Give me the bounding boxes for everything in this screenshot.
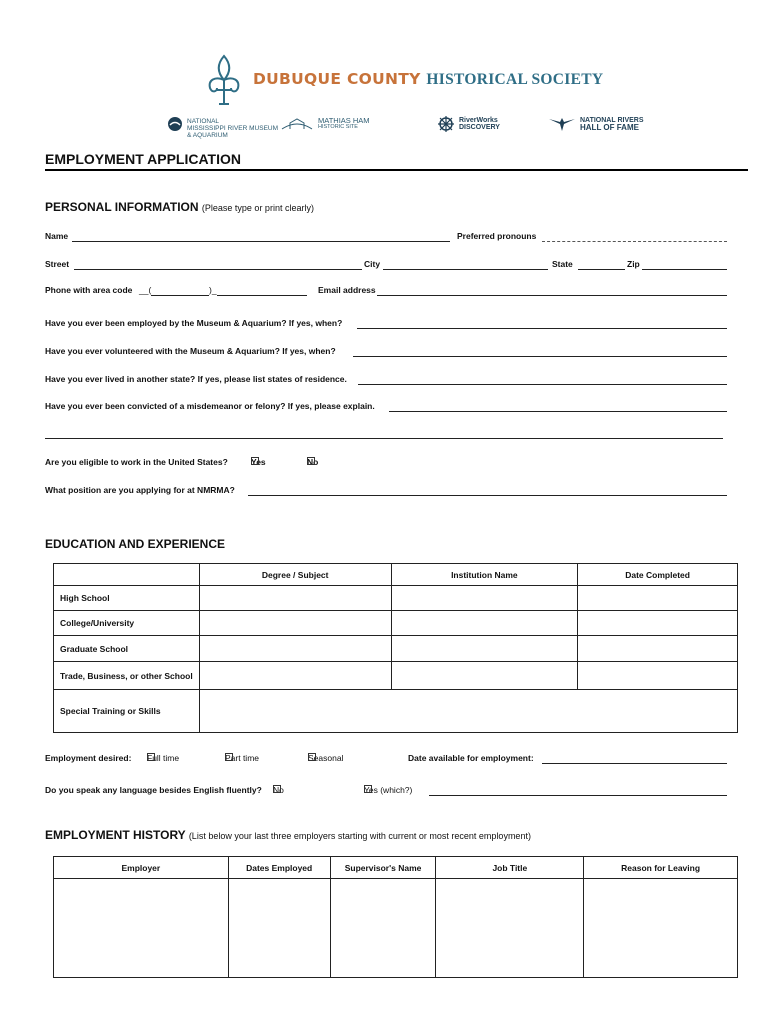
education-cell[interactable] (391, 586, 578, 611)
convicted-question: Have you ever been convicted of a misdemeanor or felony? If yes, please explain. (45, 401, 375, 411)
mathias-ham-logo (280, 108, 370, 140)
language-yes-option[interactable] (364, 785, 412, 795)
phone-area-input[interactable] (151, 295, 209, 296)
ship-wheel-icon (437, 115, 455, 133)
seasonal-label: Seasonal (308, 753, 344, 763)
part-time-option[interactable] (225, 753, 259, 763)
name-row (45, 231, 727, 245)
yes-label: Yes (251, 457, 266, 467)
education-row-label: Graduate School (54, 636, 200, 662)
seasonal-checkbox[interactable] (308, 753, 316, 761)
eagle-icon (548, 115, 576, 133)
education-cell[interactable] (578, 636, 738, 662)
education-row-label: College/University (54, 611, 200, 636)
history-col-supervisor: Supervisor's Name (330, 857, 436, 879)
riverworks-logo (437, 108, 500, 140)
history-cell[interactable] (584, 879, 738, 978)
education-header-row (54, 564, 738, 586)
education-cell[interactable] (391, 636, 578, 662)
logo1-line2: MISSISSIPPI RIVER MUSEUM (187, 124, 279, 132)
personal-info-note: (Please type or print clearly) (201, 203, 314, 213)
volunteered-question: Have you ever volunteered with the Museum & Aquarium? If yes, when? (45, 346, 336, 356)
history-col-employer: Employer (54, 857, 229, 879)
position-answer-input[interactable] (248, 495, 727, 496)
history-heading (45, 828, 531, 842)
language-no-checkbox[interactable] (273, 785, 281, 793)
history-col-dates: Dates Employed (228, 857, 330, 879)
education-cell[interactable] (391, 611, 578, 636)
part-time-checkbox[interactable] (225, 753, 233, 761)
education-col-institution: Institution Name (391, 564, 578, 586)
employed-question-row (45, 318, 727, 332)
volunteered-question-row (45, 346, 727, 360)
history-cell[interactable] (436, 879, 584, 978)
full-time-checkbox[interactable] (147, 753, 155, 761)
education-cell[interactable] (199, 611, 391, 636)
date-available-label: Date available for employment: (408, 753, 534, 763)
logo4-line1: NATIONAL RIVERS (580, 117, 644, 124)
email-label: Email address (318, 285, 376, 295)
fleur-de-lis-icon (205, 52, 243, 108)
street-input[interactable] (74, 269, 362, 270)
state-input[interactable] (578, 269, 625, 270)
table-row (54, 611, 738, 636)
education-table (53, 563, 738, 733)
org-name-part2: HISTORICAL SOCIETY (426, 71, 604, 88)
history-header-row (54, 857, 738, 879)
employment-desired-label: Employment desired: (45, 753, 132, 763)
rivers-hall-of-fame-logo (548, 108, 644, 140)
logo2-line2: HISTORIC SITE (318, 124, 358, 130)
education-cell[interactable] (199, 636, 391, 662)
zip-input[interactable] (642, 269, 727, 270)
table-row (54, 586, 738, 611)
employment-history-table (53, 856, 738, 978)
education-heading: EDUCATION AND EXPERIENCE (45, 537, 226, 551)
logo4-line2: HALL OF FAME (580, 123, 639, 132)
house-icon (280, 115, 314, 133)
language-which-input[interactable] (429, 795, 727, 796)
title-rule (45, 169, 748, 171)
language-label: Do you speak any language besides English fluently? (45, 785, 262, 795)
pronouns-input[interactable] (542, 241, 727, 242)
dchs-logo (205, 52, 604, 108)
history-label: EMPLOYMENT HISTORY (45, 828, 186, 842)
position-question-row (45, 485, 727, 499)
convicted-answer-input[interactable] (389, 411, 727, 412)
logo1-line1: NATIONAL (187, 117, 220, 125)
yes-checkbox[interactable] (251, 457, 259, 465)
zip-label: Zip (627, 259, 640, 269)
address-row (45, 259, 727, 273)
table-row (54, 879, 738, 978)
language-yes-label: Yes (which?) (364, 785, 413, 795)
eligible-yes-option[interactable] (251, 457, 266, 467)
education-col-date: Date Completed (578, 564, 738, 586)
language-row (45, 785, 727, 799)
employed-question: Have you ever been employed by the Museum & Aquarium? If yes, when? (45, 318, 343, 328)
education-row-label: High School (54, 586, 200, 611)
special-training-cell[interactable] (199, 690, 737, 733)
education-cell[interactable] (199, 662, 391, 690)
lived-question-row (45, 374, 727, 388)
logo1-line3: & AQUARIUM (187, 131, 228, 139)
volunteered-answer-input[interactable] (353, 356, 727, 357)
table-row (54, 690, 738, 733)
street-label: Street (45, 259, 70, 269)
history-col-reason: Reason for Leaving (584, 857, 738, 879)
table-row (54, 662, 738, 690)
phone-prefix: __( (139, 285, 152, 295)
employment-desired-row (45, 753, 727, 767)
full-time-option[interactable] (147, 753, 179, 763)
state-label: State (552, 259, 573, 269)
city-input[interactable] (383, 269, 548, 270)
name-label: Name (45, 231, 69, 241)
education-row-label: Trade, Business, or other School (54, 662, 200, 690)
email-input[interactable] (377, 295, 727, 296)
phone-label: Phone with area code (45, 285, 133, 295)
convicted-continuation-row (45, 428, 727, 442)
education-col-degree: Degree / Subject (199, 564, 391, 586)
phone-number-input[interactable] (217, 295, 307, 296)
org-name (253, 70, 603, 89)
education-cell[interactable] (578, 611, 738, 636)
museum-aquarium-logo (167, 108, 278, 140)
position-question: What position are you applying for at NMRMA? (45, 485, 235, 495)
river-wave-icon (167, 116, 183, 132)
org-name-part1: DUBUQUE COUNTY (253, 70, 427, 88)
convicted-continuation-input[interactable] (45, 438, 723, 439)
date-available-input[interactable] (542, 763, 727, 764)
history-col-job-title: Job Title (436, 857, 584, 879)
language-no-option[interactable] (273, 785, 284, 795)
pronouns-label: Preferred pronouns (457, 231, 537, 241)
part-time-label: Part time (225, 753, 260, 763)
education-col-blank (54, 564, 200, 586)
contact-row (45, 285, 727, 299)
table-row (54, 636, 738, 662)
education-cell[interactable] (199, 586, 391, 611)
name-input[interactable] (72, 241, 450, 242)
lived-question: Have you ever lived in another state? If yes, please list states of residence. (45, 374, 347, 384)
history-cell[interactable] (54, 879, 229, 978)
eligible-question: Are you eligible to work in the United States? (45, 457, 228, 467)
employed-answer-input[interactable] (357, 328, 727, 329)
logo3-line1: RiverWorks (459, 117, 498, 124)
education-cell[interactable] (578, 586, 738, 611)
seasonal-option[interactable] (308, 753, 343, 763)
education-cell[interactable] (391, 662, 578, 690)
lived-answer-input[interactable] (358, 384, 727, 385)
personal-info-heading (45, 200, 314, 214)
full-time-label: Full time (147, 753, 180, 763)
education-row-label: Special Training or Skills (54, 690, 200, 733)
history-cell[interactable] (228, 879, 330, 978)
education-cell[interactable] (578, 662, 738, 690)
language-yes-checkbox[interactable] (364, 785, 372, 793)
logo2-line1: MATHIAS HAM (318, 116, 370, 125)
eligible-no-option[interactable] (307, 457, 318, 467)
form-title: EMPLOYMENT APPLICATION (45, 151, 241, 167)
convicted-question-row (45, 401, 727, 415)
city-label: City (364, 259, 381, 269)
phone-mid: )_ (209, 285, 217, 295)
language-no-label: No (273, 785, 284, 795)
eligible-question-row (45, 457, 727, 471)
personal-info-label: PERSONAL INFORMATION (45, 200, 199, 214)
no-label: No (307, 457, 319, 467)
history-cell[interactable] (330, 879, 436, 978)
no-checkbox[interactable] (307, 457, 315, 465)
logo3-line2: DISCOVERY (459, 124, 500, 131)
history-note: (List below your last three employers starting with current or most recent employment) (188, 831, 531, 841)
